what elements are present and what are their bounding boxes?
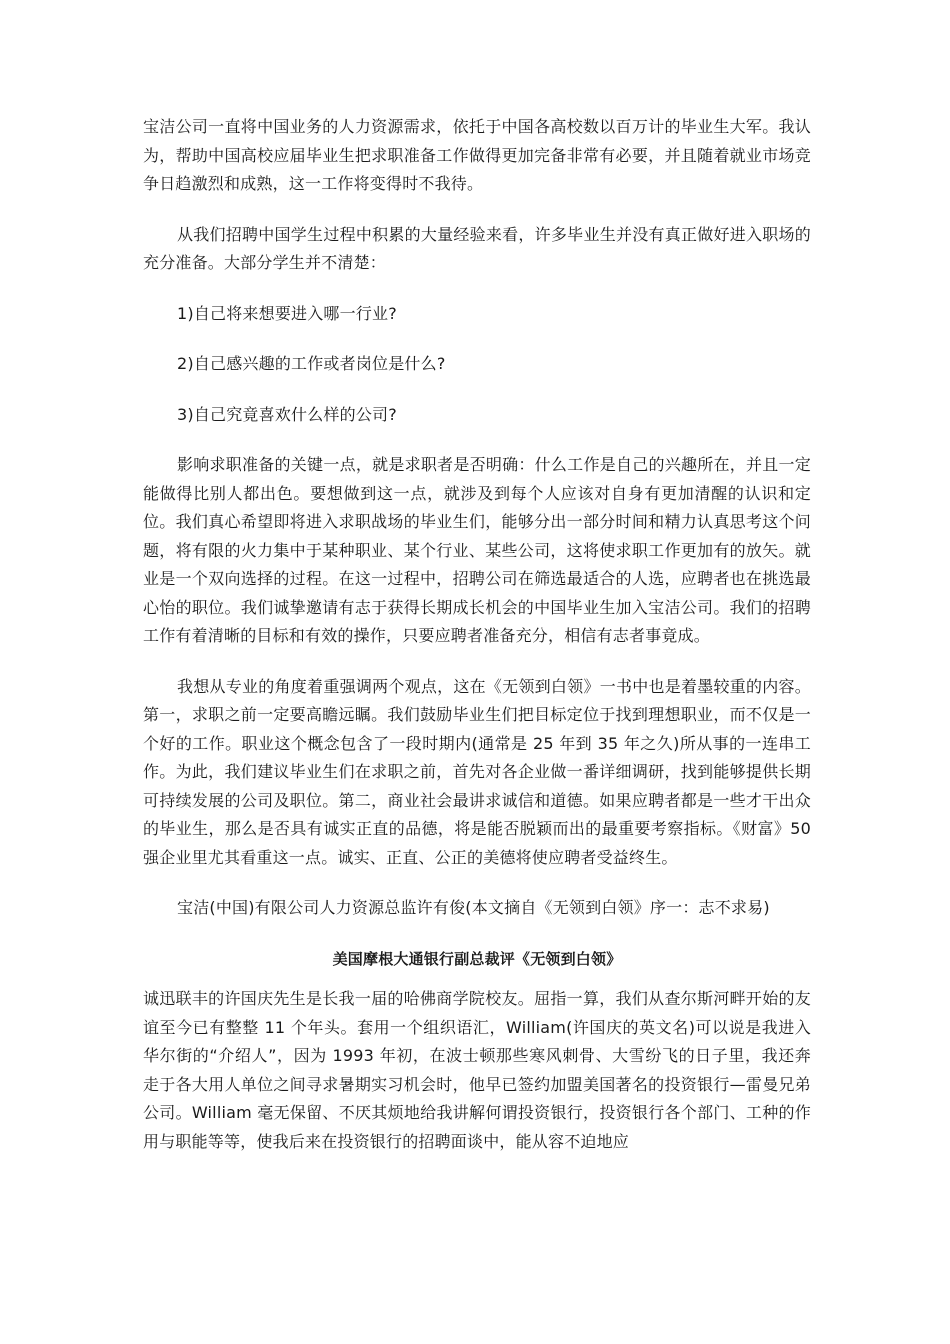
list-item: 2)自己感兴趣的工作或者岗位是什么?: [177, 354, 446, 373]
attribution-line: 宝洁(中国)有限公司人力资源总监许有俊(本文摘自《无领到白领》序一：志不求易): [177, 898, 770, 917]
list-item: 3)自己究竟喜欢什么样的公司?: [177, 404, 397, 424]
document-body: [143, 113, 811, 1178]
section-heading: 美国摩根大通银行副总裁评《无领到白领》: [332, 949, 622, 968]
paragraph-intro: 宝洁公司一直将中国业务的人力资源需求，依托于中国各高校数以百万计的毕业生大军。我认为，帮助中国高校应届毕业生把求职准备工作做得更加完备非常有必要，并且随着就业市场竞争日趋激烈和成熟，这一工作将变得时不我待。: [143, 117, 811, 193]
paragraph-key-point: 影响求职准备的关键一点，就是求职者是否明确：什么工作是自己的兴趣所在，并且一定能做得比别人都出色。要想做到这一点，就涉及到每个人应该对自身有更加清醒的认识和定位。我们真心希望即将进入求职战场的毕业生们，能够分出一部分时间和精力认真思考这个问题，将有限的火力集中于某种职业、某个行业、某些公司，这将使求职工作更加有的放矢。就业是一个双向选择的过程。在这一过程中，招聘公司在筛选最适合的人选，应聘者也在挑选最心怡的职位。我们诚挚邀请有志于获得长期成长机会的中国毕业生加入宝洁公司。我们的招聘工作有着清晰的目标和有效的操作，只要应聘者准备充分，相信有志者事竟成。: [143, 455, 811, 645]
list-item: 1)自己将来想要进入哪一行业?: [177, 303, 397, 323]
paragraph-closing: 诚迅联丰的许国庆先生是长我一届的哈佛商学院校友。屈指一算，我们从查尔斯河畔开始的友谊至今已有整整 11 个年头。套用一个组织语汇，William(许国庆的英文名)可以说是我进入华尔街的“介绍人”，因为 1993 年初，在波士顿那些寒风刺骨、大雪纷飞的日子里，我还奔走于各大用人单位之间寻求暑期实习机会时，他早已签约加盟美国著名的投资银行—雷曼兄弟公司。William 毫无保留、不厌其烦地给我讲解何谓投资银行，投资银行各个部门、工种的作用与职能等等，使我后来在投资银行的招聘面谈中，能从容不迫地应: [143, 989, 811, 1151]
paragraph-two-views: 我想从专业的角度着重强调两个观点，这在《无领到白领》一书中也是着墨较重的内容。第一，求职之前一定要高瞻远瞩。我们鼓励毕业生们把目标定位于找到理想职业，而不仅是一个好的工作。职业这个概念包含了一段时期内(通常是 25 年到 35 年之久)所从事的一连串工作。为此，我们建议毕业生们在求职之前，首先对各企业做一番详细调研，找到能够提供长期可持续发展的公司及职位。第二，商业社会最讲求诚信和道德。如果应聘者都是一些才干出众的毕业生，那么是否具有诚实正直的品德，将是能否脱颖而出的最重要考察指标。《财富》50 强企业里尤其看重这一点。诚实、正直、公正的美德将使应聘者受益终生。: [143, 676, 811, 867]
paragraph-experience: 从我们招聘中国学生过程中积累的大量经验来看，许多毕业生并没有真正做好进入职场的充分准备。大部分学生并不清楚：: [143, 224, 811, 272]
